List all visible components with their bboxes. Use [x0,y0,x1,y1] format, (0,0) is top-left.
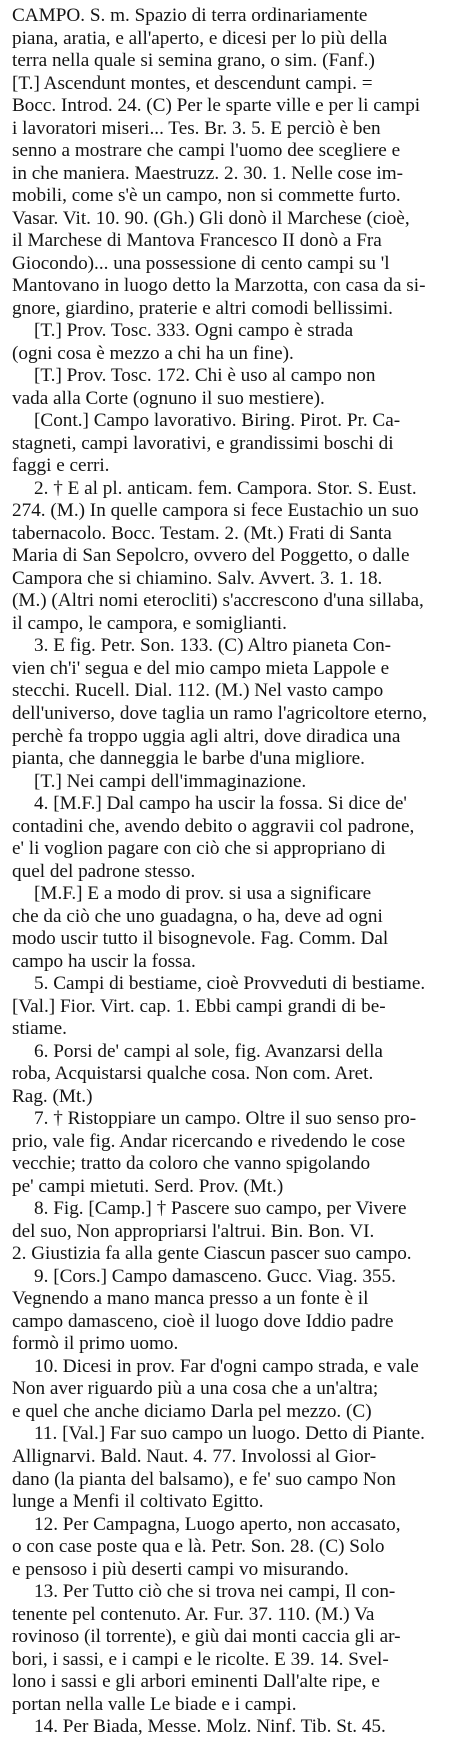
paragraph-modo-di-prov [12,883,460,973]
text-line: mobili, come s'è un campo, non si commette furto. [12,185,401,207]
text-line: che da ciò che uno guadagna, o ha, deve ad ogni [12,905,383,927]
paragraph-sense-11 [12,1423,460,1513]
text-line: 2. Giustizia fa alla gente Ciascun pascer suo campo. [12,1243,412,1265]
text-line: terra nella quale si semina grano, o sim. (Fanf.) [12,50,375,72]
text-line: in che maniera. Maestruzz. 2. 30. 1. Nelle cose im- [12,162,404,184]
text-line: gnore, giardino, praterie e altri comodi bellissimi. [12,297,393,319]
text-line: [M.F.] E a modo di prov. si usa a significare [34,883,372,905]
text-line: 11. [Val.] Far suo campo un luogo. Detto di Piante. [34,1423,425,1445]
paragraph-sense-9 [12,1266,460,1356]
text-line: 8. Fig. [Camp.] † Pascere suo campo, per Vivere [34,1198,407,1220]
text-line: Vegnendo a mano manca presso a un fonte è il [12,1288,369,1310]
dictionary-entry-campo [12,5,460,1739]
text-line: e quel che anche diciamo Darla pel mezzo. (C) [12,1400,372,1422]
text-line: modo uscir tutto il bisognevole. Fag. Comm. Dal [12,928,389,950]
text-line: tenente pel contenuto. Ar. Fur. 37. 110. (M.) Va [12,1603,375,1625]
paragraph-campo-lavorativo [12,410,460,478]
text-line: (M.) (Altri nomi eterocliti) s'accrescono d'una sillaba, [12,590,424,612]
text-line: campo damasceno, cioè il luogo dove Iddio padre [12,1310,394,1332]
text-line: senno a mostrare che campi l'uomo dee scegliere e [12,140,401,162]
paragraph-sense-2 [12,478,460,636]
text-line: piana, aratia, e all'aperto, e dicesi per lo più della [12,27,388,49]
text-line: i lavoratori miseri... Tes. Br. 3. 5. E perciò è ben [12,117,381,139]
text-line: il Marchese di Mantova Francesco II donò a Fra [12,230,382,252]
text-line: [T.] Nei campi dell'immaginazione. [34,770,307,792]
paragraph-sense-14 [12,1716,460,1739]
text-line: e' li voglion pagare con ciò che si appropriano di [12,838,386,860]
paragraph-sense-6 [12,1041,460,1109]
text-line: 5. Campi di bestiame, cioè Provveduti di bestiame. [34,973,426,995]
text-line: [T.] Ascendunt montes, et descendunt campi. = [12,72,373,94]
text-line: faggi e cerri. [12,455,110,477]
text-line: 3. E fig. Petr. Son. 133. (C) Altro pianeta Con- [34,635,392,657]
paragraph-sense-10 [12,1356,460,1424]
text-line: roba, Acquistarsi qualche cosa. Non com. Aret. [12,1063,374,1085]
text-line: Maria di San Sepolcro, ovvero del Poggetto, o dalle [12,545,410,567]
paragraph-sense-3 [12,635,460,770]
text-line: tabernacolo. Bocc. Testam. 2. (Mt.) Frati di Santa [12,522,392,544]
text-line: 14. Per Biada, Messe. Molz. Ninf. Tib. St. 45. [34,1716,386,1738]
text-line: bori, i sassi, e i campi e le ricolte. E 39. 14. Svel- [12,1648,389,1670]
text-line: 13. Per Tutto ciò che si trova nei campi, Il con- [34,1581,396,1603]
text-line: il campo, le campora, e somiglianti. [12,612,287,634]
text-line: Mantovano in luogo detto la Marzotta, con casa da si- [12,275,426,297]
text-line: CAMPO. S. m. Spazio di terra ordinariamente [12,5,368,26]
text-line: 274. (M.) In quelle campora si fece Eustachio un suo [12,500,419,522]
text-line: campo ha uscir la fossa. [12,950,196,972]
text-line: [T.] Prov. Tosc. 333. Ogni campo è strada [34,320,354,342]
text-line: vecchie; tratto da coloro che vanno spigolando [12,1153,371,1175]
text-line: Rag. (Mt.) [12,1085,93,1107]
text-line: formò il primo uomo. [12,1333,179,1355]
paragraph-sense-5 [12,973,460,1041]
text-line: 4. [M.F.] Dal campo ha uscir la fossa. Si dice de' [34,793,407,815]
text-line: lono i sassi e gli arbori eminenti Dall'alte ripe, e [12,1671,380,1693]
text-line: perchè fa troppo uggia agli altri, dove diradica una [12,725,401,747]
text-line: lunge a Menfi il coltivato Egitto. [12,1491,264,1513]
text-line: [Val.] Fior. Virt. cap. 1. Ebbi campi grandi di be- [12,995,386,1017]
paragraph-prov-tosc-333 [12,320,460,365]
text-line: Campora che si chiamino. Salv. Avvert. 3. 1. 18. [12,567,383,589]
paragraph-sense-12 [12,1514,460,1582]
text-line: Giocondo)... una possessione di cento campi su 'l [12,252,390,274]
paragraph-sense-13 [12,1581,460,1716]
text-line: dell'universo, dove taglia un ramo l'agricoltore eterno, [12,702,428,724]
paragraph-headword-campo [12,5,460,320]
text-line: pe' campi mietuti. Serd. Prov. (Mt.) [12,1175,284,1197]
text-line: 9. [Cors.] Campo damasceno. Gucc. Viag. 355. [34,1265,396,1287]
text-line: contadini che, avendo debito o aggravii col padrone, [12,815,415,837]
text-line: portan nella valle Le biade e i campi. [12,1693,297,1715]
text-line: Allignarvi. Bald. Naut. 4. 77. Involossi al Gior- [12,1446,377,1467]
text-line: Bocc. Introd. 24. (C) Per le sparte ville e per li campi [12,95,421,117]
text-line: 12. Per Campagna, Luogo aperto, non accasato, [34,1513,401,1535]
text-line: stecchi. Rucell. Dial. 112. (M.) Nel vasto campo [12,680,384,702]
paragraph-sense-8 [12,1198,460,1266]
text-line: o con case poste qua e là. Petr. Son. 28. (C) Solo [12,1536,385,1558]
text-line: (ogni cosa è mezzo a chi ha un fine). [12,342,294,364]
text-line: del suo, Non appropriarsi l'altrui. Bin. Bon. VI. [12,1220,375,1242]
text-line: e pensoso i più deserti campi vo misurando. [12,1558,349,1580]
paragraph-sense-7 [12,1108,460,1198]
text-line: prio, vale fig. Andar ricercando e rivedendo le cose [12,1130,406,1152]
paragraph-prov-tosc-172 [12,365,460,410]
text-line: dano (la pianta del balsamo), e fe' suo campo Non [12,1468,396,1490]
text-line: vien ch'i' segua e del mio campo mieta Lappole e [12,657,390,679]
text-line: stiame. [12,1018,67,1040]
text-line: 2. † E al pl. anticam. fem. Campora. Stor. S. Eust. [34,477,417,499]
text-line: vada alla Corte (ognuno il suo mestiere). [12,387,325,409]
text-line: 6. Porsi de' campi al sole, fig. Avanzarsi della [34,1040,383,1062]
text-line: quel del padrone stesso. [12,860,196,882]
text-line: 10. Dicesi in prov. Far d'ogni campo strada, e vale [34,1355,419,1377]
text-line: [T.] Prov. Tosc. 172. Chi è uso al campo non [34,365,376,387]
text-line: Non aver riguardo più a una cosa che a un'altra; [12,1378,379,1400]
text-line: stagneti, campi lavorativi, e grandissimi boschi di [12,432,394,454]
text-line: pianta, che danneggia le barbe d'una migliore. [12,748,365,770]
text-line: 7. † Ristoppiare un campo. Oltre il suo senso pro- [34,1108,417,1130]
paragraph-campi-immaginazione [12,771,460,794]
text-line: Vasar. Vit. 10. 90. (Gh.) Gli donò il Marchese (cioè, [12,207,410,229]
paragraph-sense-4 [12,793,460,883]
text-line: [Cont.] Campo lavorativo. Biring. Pirot. Pr. Ca- [34,410,401,432]
text-line: rovinoso (il torrente), e giù dai monti caccia gli ar- [12,1626,401,1648]
